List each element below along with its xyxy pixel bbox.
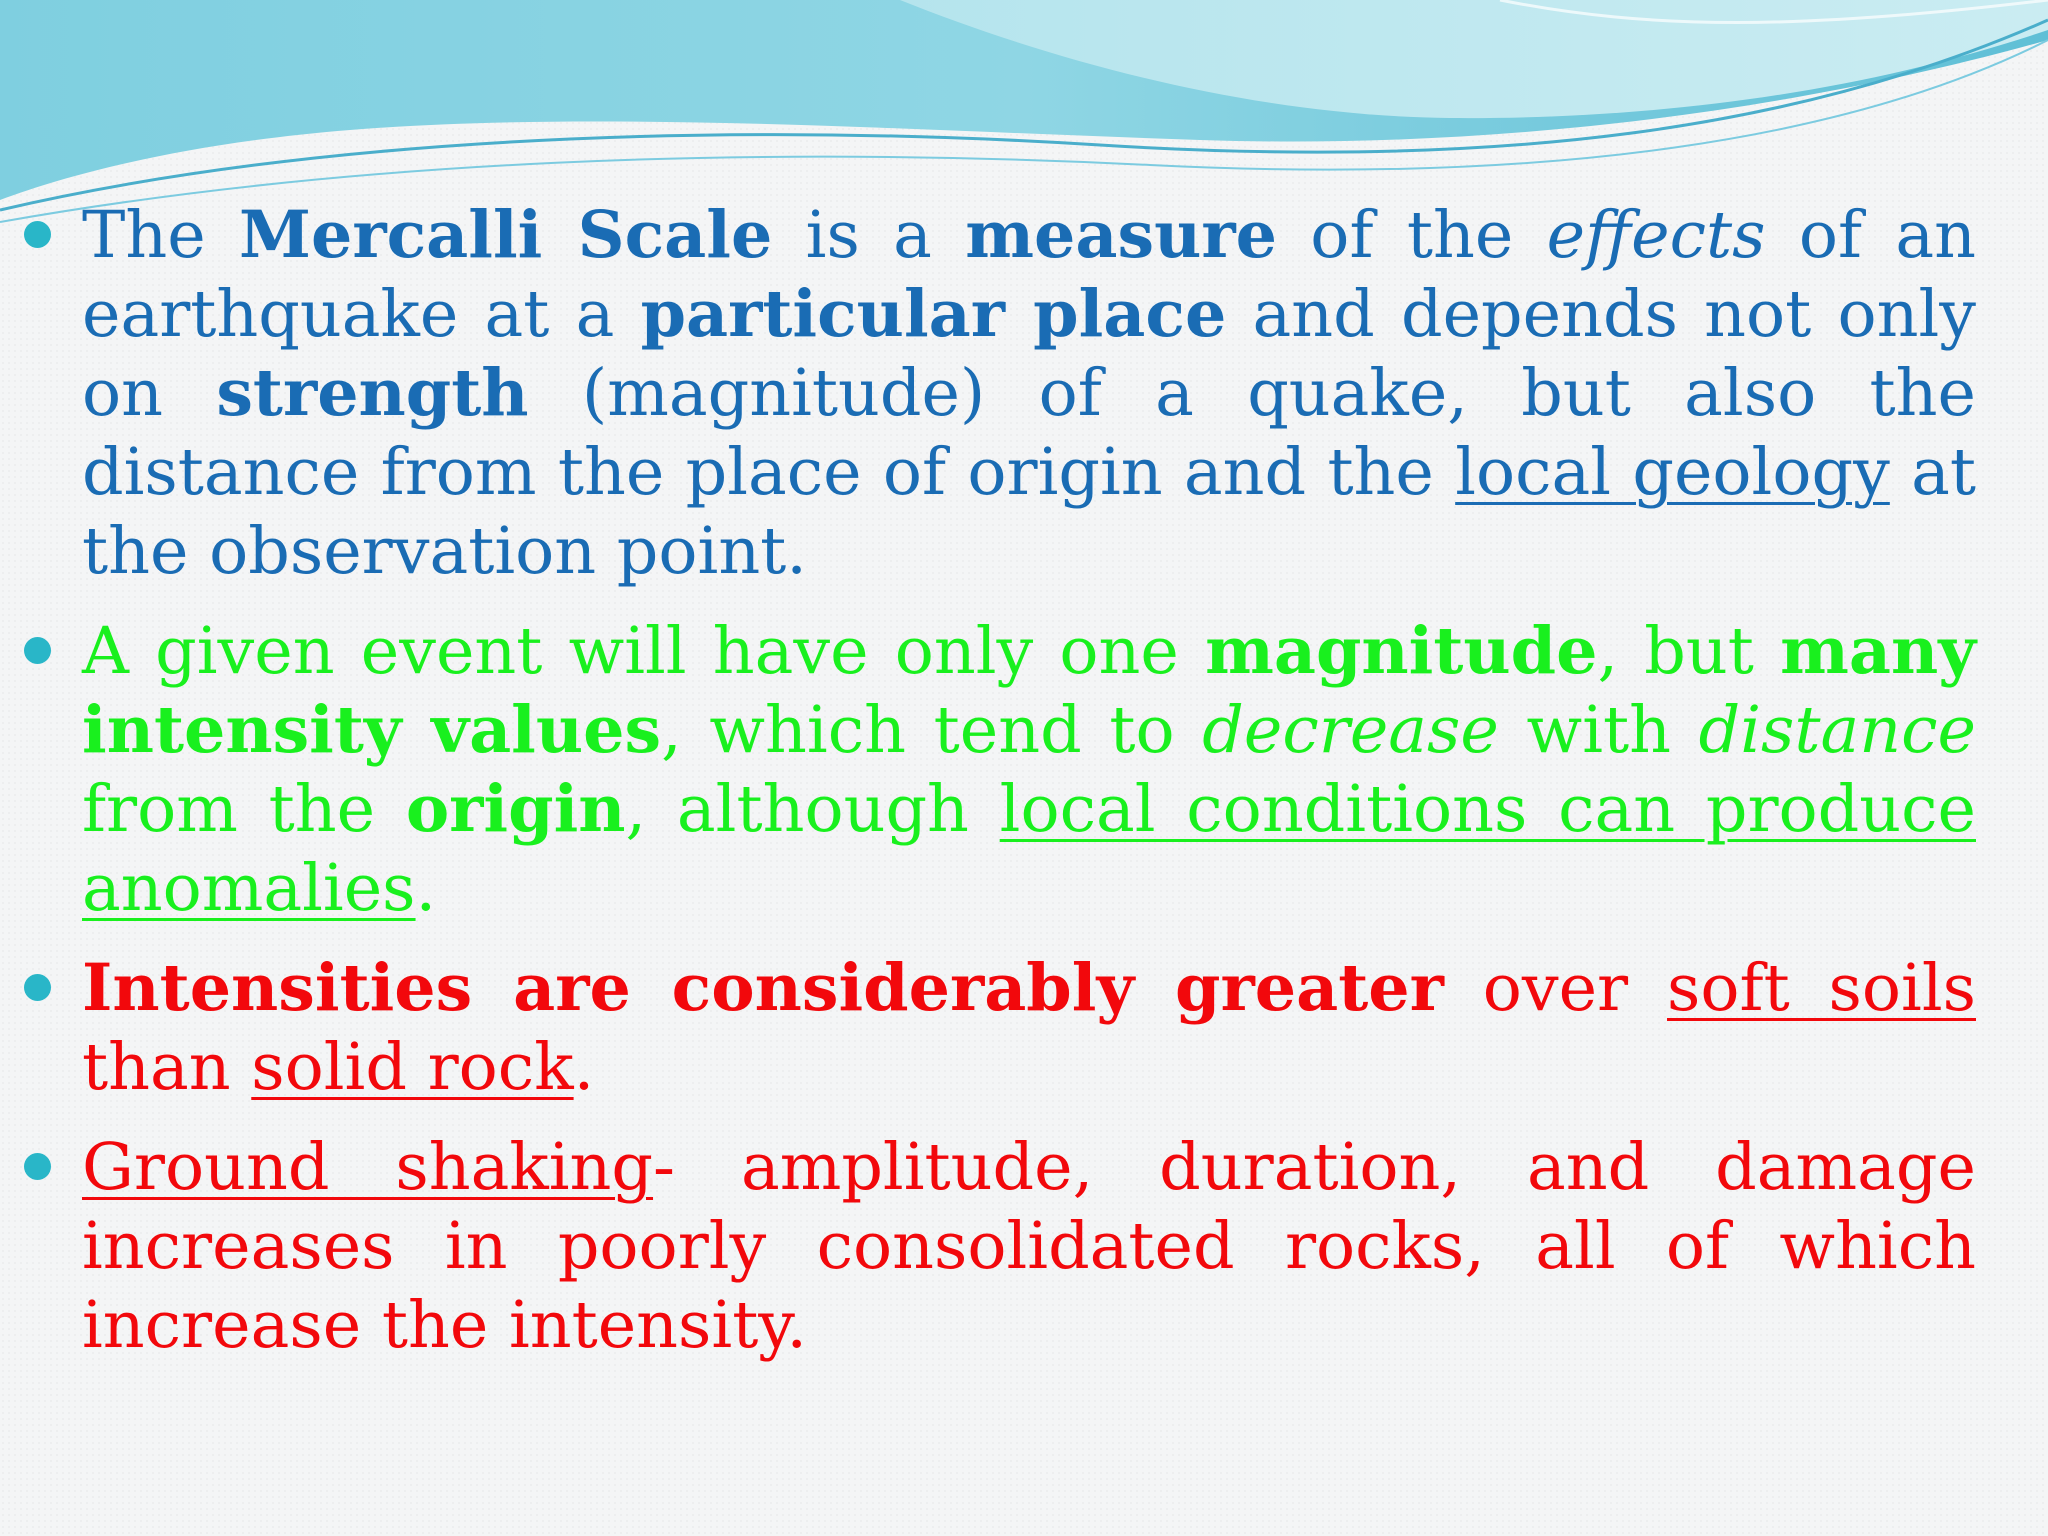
text-segment: , although (625, 772, 1000, 847)
text-segment: is a (772, 198, 966, 273)
text-segment: , which tend to (661, 693, 1203, 768)
text-segment: and depends not only on (82, 277, 1976, 431)
bullet-mercalli-definition (82, 196, 1976, 591)
term-local-geology: local geology (1455, 435, 1890, 510)
text-segment: of an earthquake at a (82, 198, 1976, 352)
term-effects: effects (1546, 198, 1766, 273)
term-measure: measure (965, 197, 1277, 273)
bullet-magnitude-intensity (82, 612, 1976, 928)
term-strength: strength (216, 355, 529, 431)
term-many-intensity-values: many intensity values (82, 613, 1977, 768)
text-segment: . (573, 1030, 595, 1105)
term-solid-rock: solid rock (251, 1030, 574, 1105)
text-segment: over (1443, 951, 1668, 1026)
term-mercalli-scale: Mercalli Scale (239, 197, 773, 273)
term-magnitude: magnitude (1205, 613, 1598, 689)
term-ground-shaking: Ground shaking (82, 1130, 654, 1205)
term-distance: distance (1698, 693, 1976, 768)
term-soft-soils: soft soils (1667, 951, 1976, 1026)
term-decrease: decrease (1202, 693, 1499, 768)
bullet-soft-soils (82, 949, 1976, 1107)
term-origin: origin (405, 771, 626, 847)
text-segment: . (415, 851, 437, 926)
bullet-dot-icon (24, 974, 51, 1001)
bullet-ground-shaking (82, 1128, 1976, 1365)
term-particular-place: particular place (640, 276, 1227, 352)
text-segment: (magnitude) of a quake, but also the distance from the place of origin and the (82, 356, 1976, 510)
slide-body (0, 196, 2048, 1386)
bullet-dot-icon (24, 637, 51, 664)
text-segment: than (82, 1030, 252, 1105)
text-segment: of the (1276, 198, 1547, 273)
term-local-conditions: local conditions can produce anomalies (82, 772, 1976, 926)
text-segment: at the observation point. (82, 435, 1976, 589)
bullet-dot-icon (24, 1153, 51, 1180)
term-intensities-greater: Intensities are considerably greater (82, 950, 1444, 1026)
text-segment: The (82, 198, 240, 273)
bullet-dot-icon (24, 221, 51, 248)
text-segment: , but (1597, 614, 1781, 689)
text-segment: - amplitude, duration, and damage increases in poorly consolidated rocks, all of which increase the intensity. (82, 1130, 1976, 1363)
text-segment: A given event will have only one (82, 614, 1206, 689)
text-segment: with (1498, 693, 1699, 768)
text-segment: from the (82, 772, 406, 847)
